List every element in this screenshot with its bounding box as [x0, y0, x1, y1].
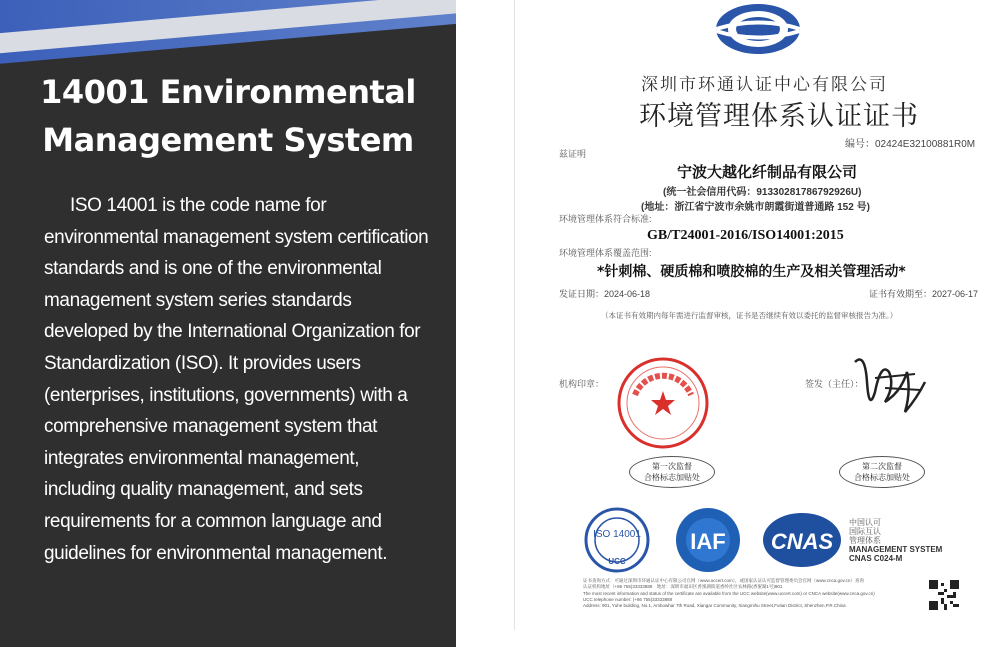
first-audit-mark	[629, 456, 715, 488]
standard-code: GB/T24001-2016/ISO14001:2015	[647, 228, 844, 243]
cnas-side-text	[849, 518, 942, 563]
company-address: (地址：浙江省宁波市余姚市朗霞街道普通路 152 号)	[641, 202, 870, 213]
footer-line-2: 认证机构地址（+86 755)33333888 地址：深圳市福田区香蜜湖街道香岭社区农林路(香蜜湖1号)901	[583, 584, 783, 590]
cnas-logo-text: CNAS	[770, 529, 834, 554]
footer-line-4: UCC telephone number: (+86 755)33333888	[583, 596, 673, 602]
expiry-date: 证书有效期至：2027-06-17	[869, 289, 979, 299]
certificate-image	[514, 0, 1000, 630]
certificate-title: 环境管理体系认证证书	[639, 101, 919, 132]
iaf-logo	[671, 506, 745, 574]
info-panel	[0, 0, 456, 647]
first-audit-line-2: 合格标志加贴处	[644, 473, 700, 482]
scope-label: 环境管理体系覆盖范围:	[559, 248, 652, 258]
second-audit-line-2: 合格标志加贴处	[854, 473, 910, 482]
panel-description: ISO 14001 is the code name for environmental management system certification standards and is one of the environmental management system series standards developed by the International Organization for Standardization (ISO). It provides users (enterprises, institutions, governments) with a comprehensive management system that integrates environmental management, including quality management, and sets requirements for a common language and guidelines for environmental management.	[44, 195, 429, 564]
certificate-number: 编号：02424E32100881R0M	[845, 139, 976, 150]
issuer-name: 深圳市环通认证中心有限公司	[641, 75, 888, 95]
title-line-2: Management System	[42, 121, 414, 159]
signer-label: 签发（主任）：	[805, 379, 864, 389]
iso-logo-text: ISO 14001	[593, 529, 641, 540]
certify-label: 兹证明	[559, 149, 587, 159]
qr-code-icon	[929, 580, 959, 610]
cnas-side-line-4: MANAGEMENT SYSTEM	[849, 545, 943, 554]
scope-text: *针刺棉、硬质棉和喷胶棉的生产及相关管理活动*	[597, 264, 906, 280]
cnas-side-line-1: 中国认可	[849, 518, 881, 527]
cnas-side-line-5: CNAS C024-M	[849, 554, 903, 563]
cnas-logo	[761, 510, 843, 570]
org-seal-label: 机构印章：	[559, 379, 605, 389]
cnas-side-line-3: 管理体系	[849, 536, 881, 545]
second-audit-line-1: 第二次监督	[862, 462, 902, 471]
footer-line-1: 证书查询方式：可通过深圳市环通认证中心有限公司官网（www.uccert.com），或国家认证认可监督管理委员会官网（www.cnca.gov.cn）查询	[583, 578, 864, 583]
red-seal-stamp	[615, 355, 711, 451]
second-audit-mark	[839, 456, 925, 488]
company-name: 宁波大越化纤制品有限公司	[677, 163, 858, 181]
issue-date: 发证日期：2024-06-18	[559, 289, 651, 299]
iaf-logo-text: IAF	[690, 529, 726, 554]
footer-line-3: The most recent information and status of the certificate are available from the UCC website(www.uccert.com) or CNCA website(www.cnca.gov.cn)	[583, 590, 875, 596]
credit-code: (统一社会信用代码：91330281786792926U)	[663, 187, 862, 198]
conform-label: 环境管理体系符合标准:	[559, 214, 652, 224]
footer-line-5: Address: 901, Yuhe building, No.1, Ambowhar 7th Road, Xiangar Community, Xiangmihu Street,Futian District, Shenzhen,P.R.China	[583, 603, 846, 609]
validity-note: （本证书有效期内每年需进行监督审核，证书是否继续有效以委托的监督审核报告为准。）	[601, 311, 898, 320]
ucc-label: UCC	[608, 557, 626, 566]
iso-14001-badge	[583, 506, 651, 574]
panel-title	[28, 68, 428, 164]
title-line-1: 14001 Environmental	[40, 73, 416, 111]
signature	[845, 342, 935, 422]
ucc-globe-logo	[713, 2, 803, 56]
first-audit-line-1: 第一次监督	[652, 462, 692, 471]
cnas-side-line-2: 国际互认	[849, 527, 881, 536]
footer-info	[583, 578, 923, 609]
